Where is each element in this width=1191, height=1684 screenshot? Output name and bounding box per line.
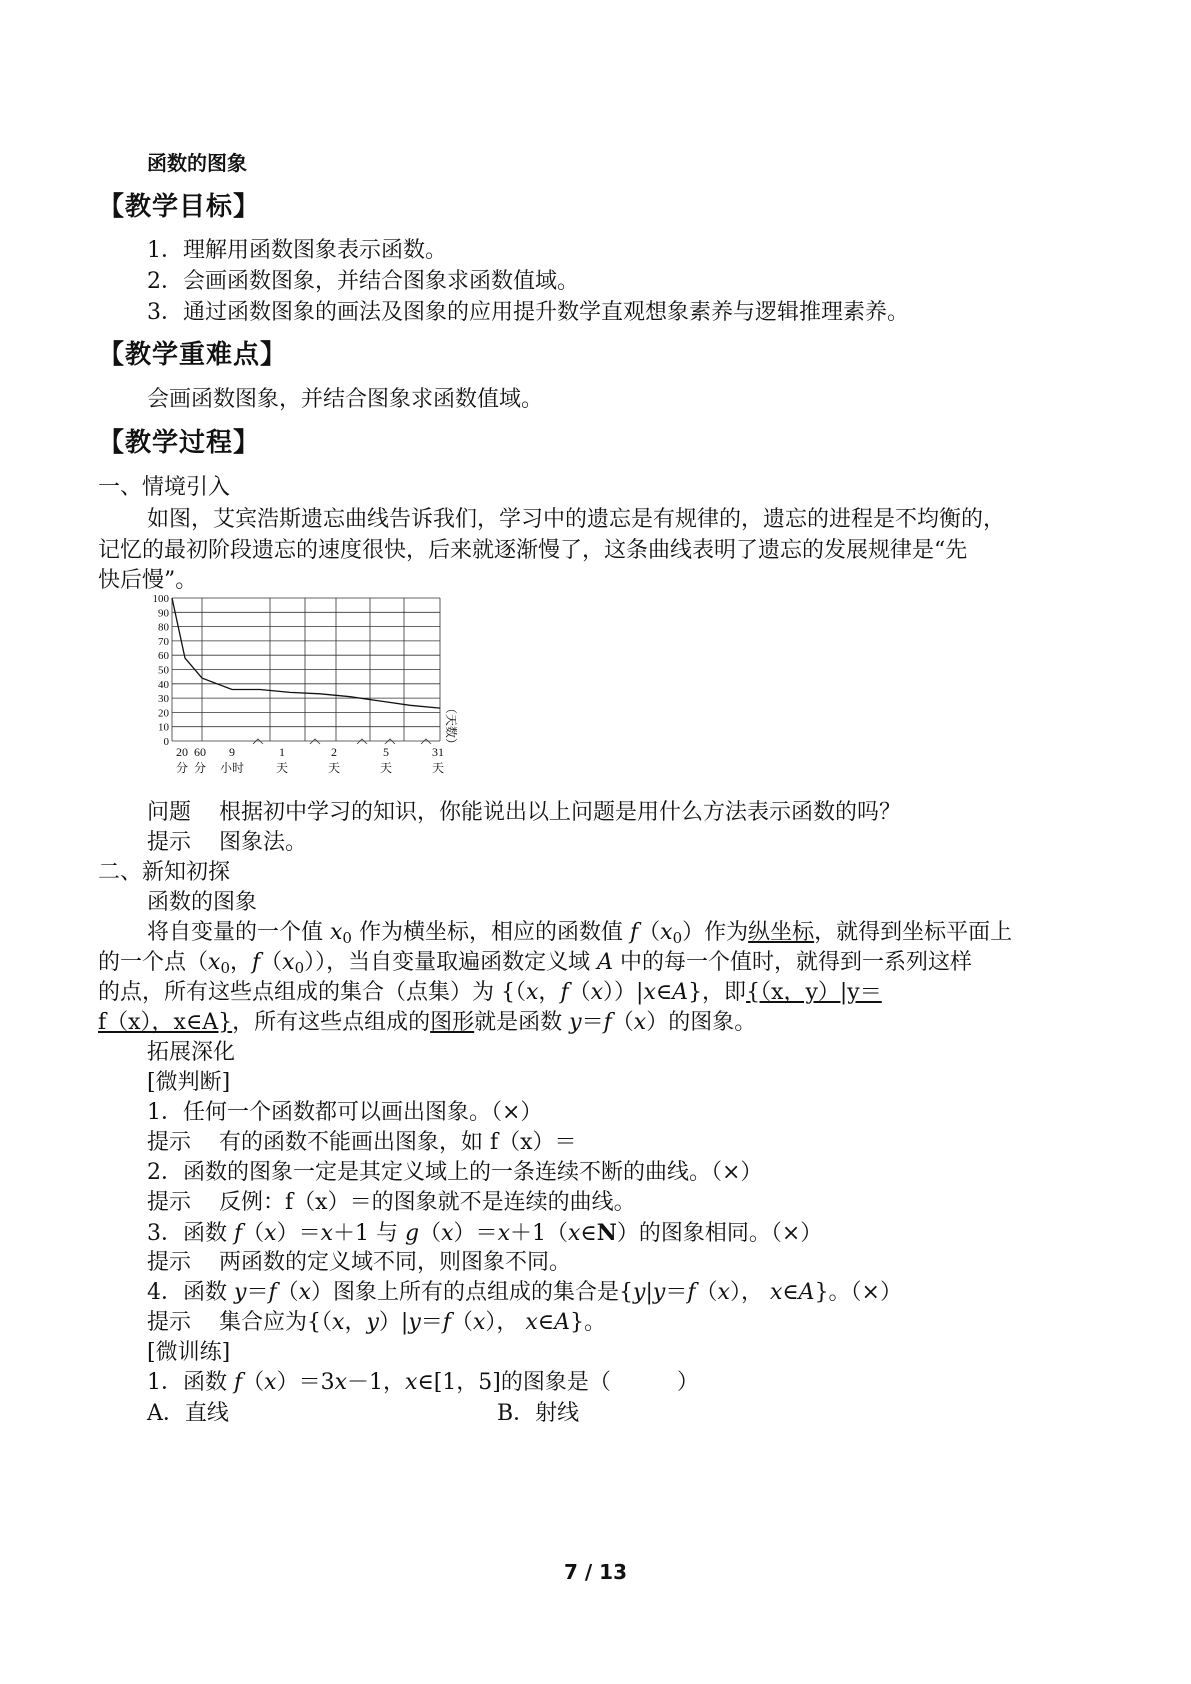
subscript-zero: 0 bbox=[672, 929, 683, 947]
text: ，就得到坐标平面上 bbox=[814, 920, 1013, 945]
var-x: x bbox=[567, 1221, 581, 1246]
var-y: y bbox=[569, 1010, 582, 1035]
text: ＋1（ bbox=[509, 1221, 568, 1246]
text: ）），当自变量取遍函数定义域 bbox=[304, 950, 598, 975]
y-tick-label: 80 bbox=[158, 621, 169, 634]
part1-line-2: 记忆的最初阶段遗忘的速度很快，后来就逐渐慢了，这条曲线表明了遗忘的发展规律是“先 bbox=[98, 538, 968, 563]
text: （ bbox=[276, 1280, 299, 1305]
text: ＋1 与 bbox=[333, 1221, 406, 1246]
text: }。 bbox=[569, 1310, 606, 1335]
axis-break-mark bbox=[310, 739, 320, 744]
text: （ bbox=[568, 980, 591, 1005]
var-x: x bbox=[769, 1280, 783, 1305]
text: 就是函数 bbox=[474, 1010, 570, 1035]
judge-4-hint bbox=[147, 1308, 606, 1338]
option-a[interactable]: A．直线 bbox=[147, 1401, 229, 1426]
axis-break-mark bbox=[357, 739, 367, 744]
var-f: f bbox=[603, 1010, 612, 1035]
subscript-zero: 0 bbox=[342, 929, 352, 947]
text: ＝ bbox=[581, 1010, 604, 1035]
part2-heading: 二、新知初探 bbox=[98, 860, 231, 885]
var-x: x bbox=[282, 950, 295, 975]
text: ）| bbox=[378, 1310, 409, 1335]
var-x: x bbox=[526, 980, 539, 1005]
text: ，所有这些点组成的 bbox=[232, 1010, 431, 1035]
var-f: f bbox=[560, 980, 569, 1005]
x-tick-unit-label: 小时 bbox=[219, 761, 245, 775]
part1-line-1: 如图，艾宾浩斯遗忘曲线告诉我们，学习中的遗忘是有规律的，遗忘的进程是不均衡的， bbox=[147, 507, 1006, 532]
var-x: x bbox=[264, 1221, 277, 1246]
x-tick-label: 1 bbox=[279, 745, 285, 759]
axis-break-mark bbox=[385, 739, 395, 744]
y-tick-label: 40 bbox=[158, 678, 169, 691]
judge-3-hint bbox=[147, 1248, 571, 1278]
judge-4 bbox=[147, 1278, 902, 1308]
hint-text: 图象法。 bbox=[219, 830, 308, 855]
var-x: x bbox=[633, 1010, 647, 1035]
var-x: x bbox=[298, 1280, 312, 1305]
var-x: x bbox=[334, 1370, 348, 1395]
section-process-heading: 【教学过程】 bbox=[98, 428, 261, 458]
hint-line-1 bbox=[147, 828, 307, 858]
underlined-set: {（x，y）|y＝ bbox=[746, 980, 882, 1005]
var-x: x bbox=[472, 1310, 486, 1335]
option-b[interactable]: B．射线 bbox=[497, 1401, 580, 1426]
text: ＝ bbox=[420, 1310, 443, 1335]
hint-text: 两函数的定义域不同，则图象不同。 bbox=[219, 1250, 572, 1275]
y-tick-label: 20 bbox=[158, 707, 169, 720]
text: （ bbox=[419, 1221, 442, 1246]
hint-text: 有的函数不能画出图象，如 f（x）＝ bbox=[219, 1130, 577, 1155]
y-tick-label: 10 bbox=[158, 721, 169, 734]
x-tick-unit-label: 天 bbox=[379, 761, 393, 775]
section-goals-heading: 【教学目标】 bbox=[98, 192, 261, 222]
text: （ bbox=[450, 1310, 473, 1335]
var-y: y bbox=[633, 1280, 646, 1305]
var-x: x bbox=[405, 1370, 418, 1395]
var-x: x bbox=[717, 1280, 730, 1305]
text: ）， bbox=[729, 1280, 770, 1305]
var-x: x bbox=[264, 1370, 277, 1395]
text: ∈ bbox=[655, 980, 673, 1005]
text: ∈[1，5]的图象是（ ） bbox=[417, 1370, 699, 1395]
hint-label: 提示 bbox=[147, 830, 192, 855]
var-x: x bbox=[320, 1221, 334, 1246]
set-N: N bbox=[596, 1220, 617, 1246]
hint-label: 提示 bbox=[147, 1310, 192, 1335]
x-tick-unit-label: 分 bbox=[193, 761, 207, 775]
var-f: f bbox=[687, 1280, 696, 1305]
text: | bbox=[645, 1280, 653, 1305]
section-key-heading: 【教学重难点】 bbox=[98, 340, 288, 370]
axis-break-mark bbox=[421, 739, 431, 744]
key-text: 会画函数图象，并结合图象求函数值域。 bbox=[147, 387, 544, 412]
text: ）， bbox=[485, 1310, 526, 1335]
var-f: f bbox=[629, 920, 639, 945]
var-x: x bbox=[497, 1221, 510, 1246]
y-tick-label: 90 bbox=[158, 607, 169, 620]
x-tick-unit-label: 分 bbox=[175, 761, 189, 775]
x-tick-label: 20 bbox=[176, 745, 188, 759]
var-x: x bbox=[525, 1310, 538, 1335]
x-tick-label: 9 bbox=[229, 745, 235, 759]
text: 3．函数 bbox=[147, 1221, 234, 1246]
judge-1-hint bbox=[147, 1128, 577, 1158]
text: ＝ bbox=[665, 1280, 688, 1305]
subscript-zero: 0 bbox=[220, 959, 230, 977]
var-x: x bbox=[441, 1221, 454, 1246]
y-tick-label: 70 bbox=[158, 635, 169, 648]
var-f: f bbox=[268, 1280, 277, 1305]
axis-break-mark bbox=[253, 739, 263, 744]
text: ∈ bbox=[782, 1280, 799, 1305]
text: ， bbox=[229, 950, 252, 975]
var-y: y bbox=[234, 1280, 247, 1305]
judge-heading: [微判断] bbox=[147, 1070, 231, 1095]
x-tick-label: 5 bbox=[383, 745, 389, 759]
var-x: x bbox=[590, 980, 604, 1005]
text: }，即 bbox=[688, 980, 747, 1005]
text: ）的图象。 bbox=[646, 1010, 757, 1035]
text: ）＝ bbox=[453, 1221, 498, 1246]
y-tick-label: 60 bbox=[158, 650, 169, 663]
text: ， bbox=[344, 1310, 367, 1335]
text: 中的每一个值时，就得到一系列这样 bbox=[613, 950, 973, 975]
text: 1．函数 bbox=[147, 1370, 234, 1395]
var-x: x bbox=[330, 920, 343, 945]
var-A: A bbox=[672, 980, 689, 1005]
question-text: 根据初中学习的知识，你能说出以上问题是用什么方法表示函数的吗？ bbox=[219, 800, 902, 825]
text: ）作为 bbox=[682, 920, 749, 945]
var-y: y bbox=[408, 1310, 421, 1335]
var-A: A bbox=[798, 1280, 815, 1305]
text: （ bbox=[638, 920, 661, 945]
var-f: f bbox=[442, 1310, 451, 1335]
var-f: f bbox=[234, 1221, 243, 1246]
question-label: 问题 bbox=[147, 800, 192, 825]
train-heading: [微训练] bbox=[147, 1340, 231, 1365]
text: ））| bbox=[603, 980, 644, 1005]
underlined-set: f（x），x∈A} bbox=[98, 1010, 233, 1035]
part1-line-3: 快后慢”。 bbox=[98, 568, 198, 593]
x-tick-unit-label: 天 bbox=[431, 761, 445, 775]
text: （ bbox=[260, 950, 283, 975]
var-A: A bbox=[597, 950, 614, 975]
var-x: x bbox=[332, 1310, 345, 1335]
y-tick-label: 0 bbox=[163, 736, 169, 748]
question-line bbox=[147, 798, 901, 828]
var-y: y bbox=[366, 1310, 379, 1335]
var-f: f bbox=[252, 950, 261, 975]
underlined-term: 纵坐标 bbox=[748, 920, 815, 945]
var-f: f bbox=[234, 1370, 243, 1395]
text: （ bbox=[242, 1221, 265, 1246]
goal-2: 2．会画函数图象，并结合图象求函数值域。 bbox=[147, 269, 579, 294]
train-1 bbox=[147, 1368, 699, 1398]
hint-label: 提示 bbox=[147, 1250, 192, 1275]
var-y: y bbox=[652, 1280, 666, 1305]
text: 作为横坐标，相应的函数值 bbox=[351, 920, 630, 945]
judge-2: 2．函数的图象一定是其定义域上的一条连续不断的曲线。（×） bbox=[147, 1160, 763, 1185]
y-tick-label: 50 bbox=[158, 664, 169, 677]
text: ）的图象相同。（×） bbox=[616, 1221, 823, 1246]
text: 将自变量的一个值 bbox=[147, 920, 330, 945]
extension-heading: 拓展深化 bbox=[147, 1040, 236, 1065]
page-number: 7 / 13 bbox=[564, 1560, 627, 1584]
var-x: x bbox=[660, 920, 673, 945]
text: ）图象上所有的点组成的集合是{ bbox=[311, 1280, 634, 1305]
x-tick-label: 60 bbox=[194, 745, 206, 759]
goal-3: 3．通过函数图象的画法及图象的应用提升数学直观想象素养与逻辑推理素养。 bbox=[147, 300, 909, 325]
x-tick-unit-label: 天 bbox=[327, 761, 341, 775]
underlined-term: 图形 bbox=[430, 1010, 475, 1035]
subscript-zero: 0 bbox=[294, 959, 305, 977]
text: －1， bbox=[347, 1370, 406, 1395]
definition-line-4 bbox=[98, 1008, 756, 1038]
text: ∈ bbox=[537, 1310, 555, 1335]
text: ）＝ bbox=[276, 1221, 321, 1246]
judge-2-hint bbox=[147, 1188, 636, 1218]
goal-1: 1．理解用函数图象表示函数。 bbox=[147, 238, 447, 263]
text: 4．函数 bbox=[147, 1280, 234, 1305]
judge-1: 1．任何一个函数都可以画出图象。（×） bbox=[147, 1100, 543, 1125]
axis-unit-label: （天数） bbox=[444, 702, 458, 751]
text: 集合应为{（ bbox=[219, 1310, 333, 1335]
part2-subheading: 函数的图象 bbox=[147, 890, 258, 915]
judge-3 bbox=[147, 1218, 822, 1249]
text: ＝ bbox=[246, 1280, 269, 1305]
hint-text: 反例：f（x）＝的图象就不是连续的曲线。 bbox=[219, 1190, 636, 1215]
x-tick-label: 31 bbox=[432, 745, 444, 759]
forgetting-curve-chart bbox=[140, 590, 470, 780]
y-tick-label: 30 bbox=[158, 693, 169, 706]
text: （ bbox=[695, 1280, 718, 1305]
x-tick-unit-label: 天 bbox=[275, 761, 289, 775]
text: ， bbox=[538, 980, 561, 1005]
y-tick-label: 100 bbox=[152, 593, 169, 605]
doc-title: 函数的图象 bbox=[147, 151, 247, 175]
var-g: g bbox=[405, 1221, 420, 1246]
var-x: x bbox=[208, 950, 221, 975]
x-tick-label: 2 bbox=[331, 745, 337, 759]
text: （ bbox=[242, 1370, 265, 1395]
text: （ bbox=[611, 1010, 634, 1035]
hint-label: 提示 bbox=[147, 1190, 192, 1215]
text: ∈ bbox=[580, 1221, 597, 1246]
text: 的一个点（ bbox=[98, 950, 209, 975]
var-A: A bbox=[554, 1310, 570, 1335]
text: }。（×） bbox=[814, 1280, 902, 1305]
forgetting-curve-line bbox=[172, 598, 440, 708]
part1-heading: 一、情境引入 bbox=[98, 475, 231, 500]
definition-line-3 bbox=[98, 978, 882, 1008]
text: 的点，所有这些点组成的集合（点集）为 {（ bbox=[98, 980, 526, 1005]
var-x: x bbox=[643, 980, 656, 1005]
hint-label: 提示 bbox=[147, 1130, 192, 1155]
text: ）＝3 bbox=[276, 1370, 335, 1395]
